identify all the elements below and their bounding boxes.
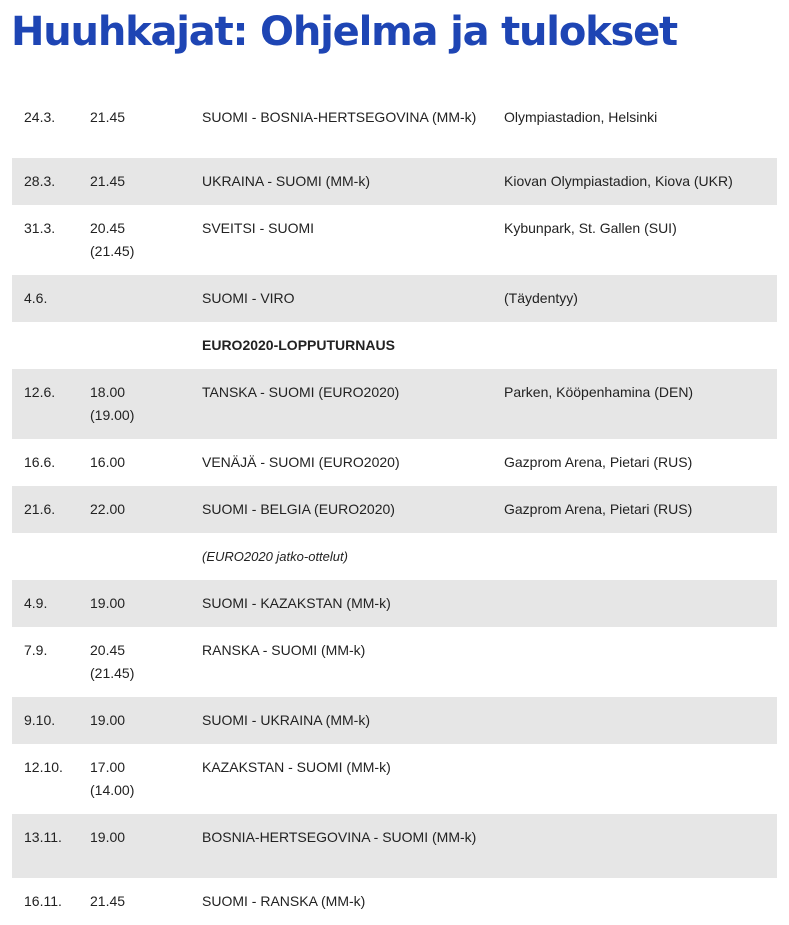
table-row (12, 205, 777, 275)
match-venue: Kiovan Olympiastadion, Kiova (UKR) (504, 173, 733, 189)
table-row (12, 94, 777, 158)
match-venue: Gazprom Arena, Pietari (RUS) (504, 501, 693, 517)
section-heading: EURO2020-LOPPUTURNAUS (202, 337, 395, 353)
table-row (12, 627, 777, 697)
section-heading-row (12, 322, 777, 369)
match-date: 16.6. (24, 454, 56, 470)
page-title: Huuhkajat: Ohjelma ja tulokset (11, 9, 677, 55)
match-venue (504, 592, 777, 615)
match-date: 12.6. (24, 384, 56, 400)
match-time (90, 545, 202, 568)
match-venue (504, 334, 777, 357)
match-name: SUOMI - VIRO (202, 290, 295, 306)
match-date: 4.6. (24, 290, 48, 306)
table-row (12, 439, 777, 486)
match-name: SUOMI - BOSNIA-HERTSEGOVINA (MM-k) (202, 109, 477, 125)
match-name: BOSNIA-HERTSEGOVINA - SUOMI (MM-k) (202, 829, 477, 845)
match-time: 19.00 (90, 595, 126, 611)
match-time: 22.00 (90, 501, 126, 517)
match-name: SUOMI - UKRAINA (MM-k) (202, 712, 370, 728)
match-venue (504, 709, 777, 732)
match-date: 13.11. (24, 829, 62, 845)
table-row (12, 369, 777, 439)
match-name: TANSKA - SUOMI (EURO2020) (202, 384, 400, 400)
match-time: 20.45 (21.45) (90, 642, 135, 681)
match-date (12, 334, 90, 357)
match-name: RANSKA - SUOMI (MM-k) (202, 642, 366, 658)
table-row (12, 697, 777, 744)
table-row (12, 486, 777, 533)
table-row (12, 814, 777, 878)
match-name: VENÄJÄ - SUOMI (EURO2020) (202, 454, 400, 470)
table-row (12, 580, 777, 627)
match-venue (504, 890, 777, 913)
table-row (12, 744, 777, 814)
match-time: 20.45 (21.45) (90, 220, 135, 259)
match-venue: Olympiastadion, Helsinki (504, 109, 658, 125)
match-date: 12.10. (24, 759, 63, 775)
match-date: 4.9. (24, 595, 48, 611)
match-venue (504, 545, 777, 568)
match-name: SUOMI - KAZAKSTAN (MM-k) (202, 595, 391, 611)
match-time: 19.00 (90, 829, 126, 845)
table-row (12, 158, 777, 205)
match-venue (504, 826, 777, 866)
match-date: 16.11. (24, 893, 62, 909)
match-time (90, 287, 202, 310)
match-date: 7.9. (24, 642, 48, 658)
match-name: SUOMI - BELGIA (EURO2020) (202, 501, 395, 517)
match-time: 16.00 (90, 454, 126, 470)
table-row (12, 878, 777, 925)
match-venue (504, 639, 777, 685)
match-time (90, 334, 202, 357)
match-date: 9.10. (24, 712, 56, 728)
match-date: 28.3. (24, 173, 56, 189)
match-date (12, 545, 90, 568)
match-name: SVEITSI - SUOMI (202, 220, 315, 236)
note-row (12, 533, 777, 580)
match-date: 24.3. (24, 109, 56, 125)
match-venue: Parken, Kööpenhamina (DEN) (504, 384, 694, 400)
match-time: 21.45 (90, 109, 126, 125)
match-date: 21.6. (24, 501, 56, 517)
match-time: 19.00 (90, 712, 126, 728)
section-note: (EURO2020 jatko-ottelut) (202, 549, 348, 564)
match-name: UKRAINA - SUOMI (MM-k) (202, 173, 370, 189)
match-venue: Gazprom Arena, Pietari (RUS) (504, 454, 693, 470)
match-time: 21.45 (90, 893, 126, 909)
schedule-table (12, 94, 777, 925)
match-venue: (Täydentyy) (504, 290, 578, 306)
match-venue (504, 756, 777, 802)
match-time: 18.00 (19.00) (90, 384, 135, 423)
table-row (12, 275, 777, 322)
match-time: 21.45 (90, 173, 126, 189)
match-venue: Kybunpark, St. Gallen (SUI) (504, 220, 677, 236)
match-name: SUOMI - RANSKA (MM-k) (202, 893, 366, 909)
match-date: 31.3. (24, 220, 56, 236)
match-time: 17.00 (14.00) (90, 759, 135, 798)
match-name: KAZAKSTAN - SUOMI (MM-k) (202, 759, 391, 775)
